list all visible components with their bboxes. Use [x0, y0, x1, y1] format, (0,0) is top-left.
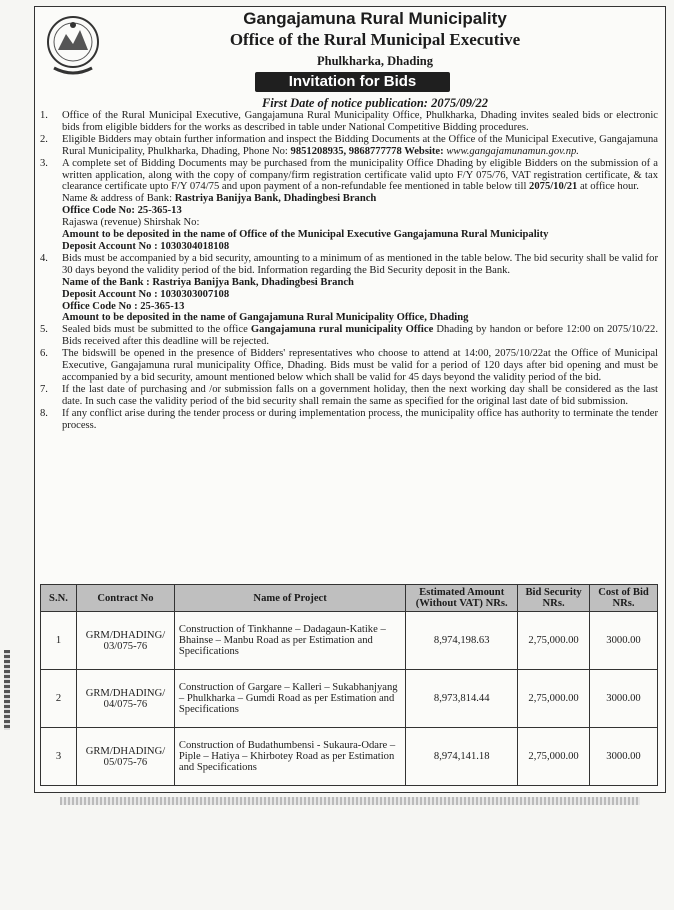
clause-tail: at office hour. [577, 181, 639, 193]
clause-5 [40, 324, 658, 348]
scan-noise-strip [60, 797, 640, 805]
table-row [41, 670, 658, 728]
table-header-row [41, 585, 658, 612]
deposit-name: Amount to be deposited in the name of Office of the Municipal Executive Gangajamuna Rural Municipality [62, 229, 549, 241]
clause-3 [40, 158, 658, 194]
clause-number: 7. [40, 383, 48, 395]
header-security: Bid Security NRs. [518, 585, 590, 612]
cell-contract: GRM/DHADING/ 03/075-76 [76, 612, 174, 670]
deadline-date: 2075/10/21 [529, 181, 578, 193]
cell-cost: 3000.00 [590, 670, 658, 728]
deposit-account: Deposit Account No : 1030303007108 [62, 288, 230, 300]
bank-info-1 [40, 193, 658, 253]
cell-contract: GRM/DHADING/ 04/075-76 [76, 670, 174, 728]
cell-project: Construction of Gargare – Kalleri – Sukabhanjyang – Phulkharka – Gumdi Road as per Estimation and Specifications [174, 670, 405, 728]
clause-4 [40, 253, 658, 277]
header-cost: Cost of Bid NRs. [590, 585, 658, 612]
location-line: Phulkharka, Dhading [316, 54, 434, 68]
clause-text: If any conflict arise during the tender process or during implementation process, the municipality office has authority to terminate the tender process. [62, 407, 658, 431]
phone-numbers: 9851208935, 9868777778 [290, 145, 402, 157]
clause-1 [40, 110, 658, 134]
cell-project: Construction of Tinkhanne – Dadagaun-Katike – Bhainse – Manbu Road as per Estimation and Specifications [174, 612, 405, 670]
clause-text: The bidswill be opened in the presence of Bidders' representatives who choose to attend at 14:00, 2075/10/22at the Office of Municipal Executive, Gangajamuna rural municipality Office, Dhading. Bids must be valid for a period of 120 days after bid opening and must be accompanied by a bid security, amount mentioned below which shall be valid for 45 days beyond the validity period of the bid. [62, 348, 658, 383]
clause-7 [40, 384, 658, 408]
clause-number: 6. [40, 348, 48, 360]
submission-office: Gangajamuna rural municipality Office [250, 324, 434, 336]
table-row [41, 612, 658, 670]
cell-contract: GRM/DHADING/ 05/075-76 [76, 728, 174, 786]
clause-8 [40, 408, 658, 432]
bank-name-label: Name & address of Bank: [62, 193, 175, 205]
clause-text: Office of the Rural Municipal Executive, Gangajamuna Rural Municipality Office, Phulkharka, Dhading invites sealed bids or electronic bids from eligible bidders for the works as described in table under National Competitive Bidding procedures. [62, 110, 658, 133]
municipality-title: Gangajamuna Rural Municipality [243, 9, 507, 28]
cell-sn: 2 [41, 670, 77, 728]
invitation-banner: Invitation for Bids [255, 72, 450, 92]
office-code: Office Code No : 25-365-13 [62, 300, 185, 312]
rajaswa-line: Rajaswa (revenue) Shirshak No: [62, 217, 200, 229]
cell-sn: 1 [41, 612, 77, 670]
deposit-account: Deposit Account No : 1030304018108 [62, 240, 230, 252]
office-code: Office Code No: 25-365-13 [62, 205, 182, 217]
cell-security: 2,75,000.00 [518, 670, 590, 728]
cell-amount: 8,973,814.44 [406, 670, 518, 728]
header-sn: S.N. [41, 585, 77, 612]
deposit-name: Amount to be deposited in the name of Gangajamuna Rural Municipality Office, Dhading [62, 312, 469, 324]
table-row [41, 728, 658, 786]
clause-6 [40, 348, 658, 384]
clause-tail: Dhading by handon or before 12:00 on 2075/10/22. Bids received after this deadline will be rejected. [62, 324, 658, 348]
cell-cost: 3000.00 [590, 728, 658, 786]
header-project: Name of Project [174, 585, 405, 612]
bank-name: Rastriya Banijya Bank, Dhadingbesi Branch [174, 193, 377, 205]
cell-sn: 3 [41, 728, 77, 786]
clause-text: Bids must be accompanied by a bid security, amounting to a minimum of as mentioned in the table below. The bid security shall be valid for 30 days beyond the validity period of the bid. Information regarding the Bid Security deposit in the Bank. [62, 252, 658, 276]
clause-number: 8. [40, 407, 48, 419]
notice-body [40, 110, 658, 431]
clause-number: 1. [40, 110, 48, 121]
publication-date: First Date of notice publication: 2075/09/22 [261, 96, 489, 110]
office-title: Office of the Rural Municipal Executive [229, 30, 521, 49]
website-label: Website: [401, 145, 447, 157]
header-amount: Estimated Amount (Without VAT) NRs. [406, 585, 518, 612]
clause-number: 4. [40, 252, 48, 264]
clause-number: 5. [40, 324, 48, 336]
bank-name: Name of the Bank : Rastriya Banijya Bank, Dhadingbesi Branch [62, 276, 354, 288]
cell-security: 2,75,000.00 [518, 728, 590, 786]
cell-cost: 3000.00 [590, 612, 658, 670]
cell-project: Construction of Budathumbensi - Sukaura-Odare – Piple – Hatiya – Khirbotey Road as per Estimation and Specifications [174, 728, 405, 786]
clause-text: A complete set of Bidding Documents may be purchased from the municipality Office Dhading by eligible Bidders on the submission of a written application, along with the copy of company/firm registration certificate valid upto F/Y 075/76, VAT registration certificate, & tax clearance certificate upto F/Y 074/75 and upon payment of a non-refundable fee mentioned in table below till [62, 157, 658, 193]
clause-text: Sealed bids must be submitted to the office [62, 324, 251, 336]
cell-amount: 8,974,198.63 [406, 612, 518, 670]
cell-amount: 8,974,141.18 [406, 728, 518, 786]
website-link[interactable]: www.gangajamunamun.gov.np. [446, 145, 579, 157]
municipality-emblem-icon [44, 12, 102, 76]
cell-security: 2,75,000.00 [518, 612, 590, 670]
clause-text: If the last date of purchasing and /or submission falls on a government holiday, then the next working day shall be considered as the last date. In such case the validity period of the bid security shall remain the same as specified for the original last date of bid submission. [62, 383, 658, 407]
clause-number: 3. [40, 157, 48, 169]
bid-table [40, 584, 658, 786]
clause-number: 2. [40, 133, 48, 145]
header-contract: Contract No [76, 585, 174, 612]
clause-2 [40, 134, 658, 158]
scan-edge-mark [4, 650, 10, 730]
clause-text: Eligible Bidders may obtain further information and inspect the Bidding Documents at the Office of the Municipal Executive, Gangajamuna Rural Municipality, Phulkharka, Dhading, Phone No: [62, 133, 658, 157]
bank-info-2 [40, 277, 658, 325]
